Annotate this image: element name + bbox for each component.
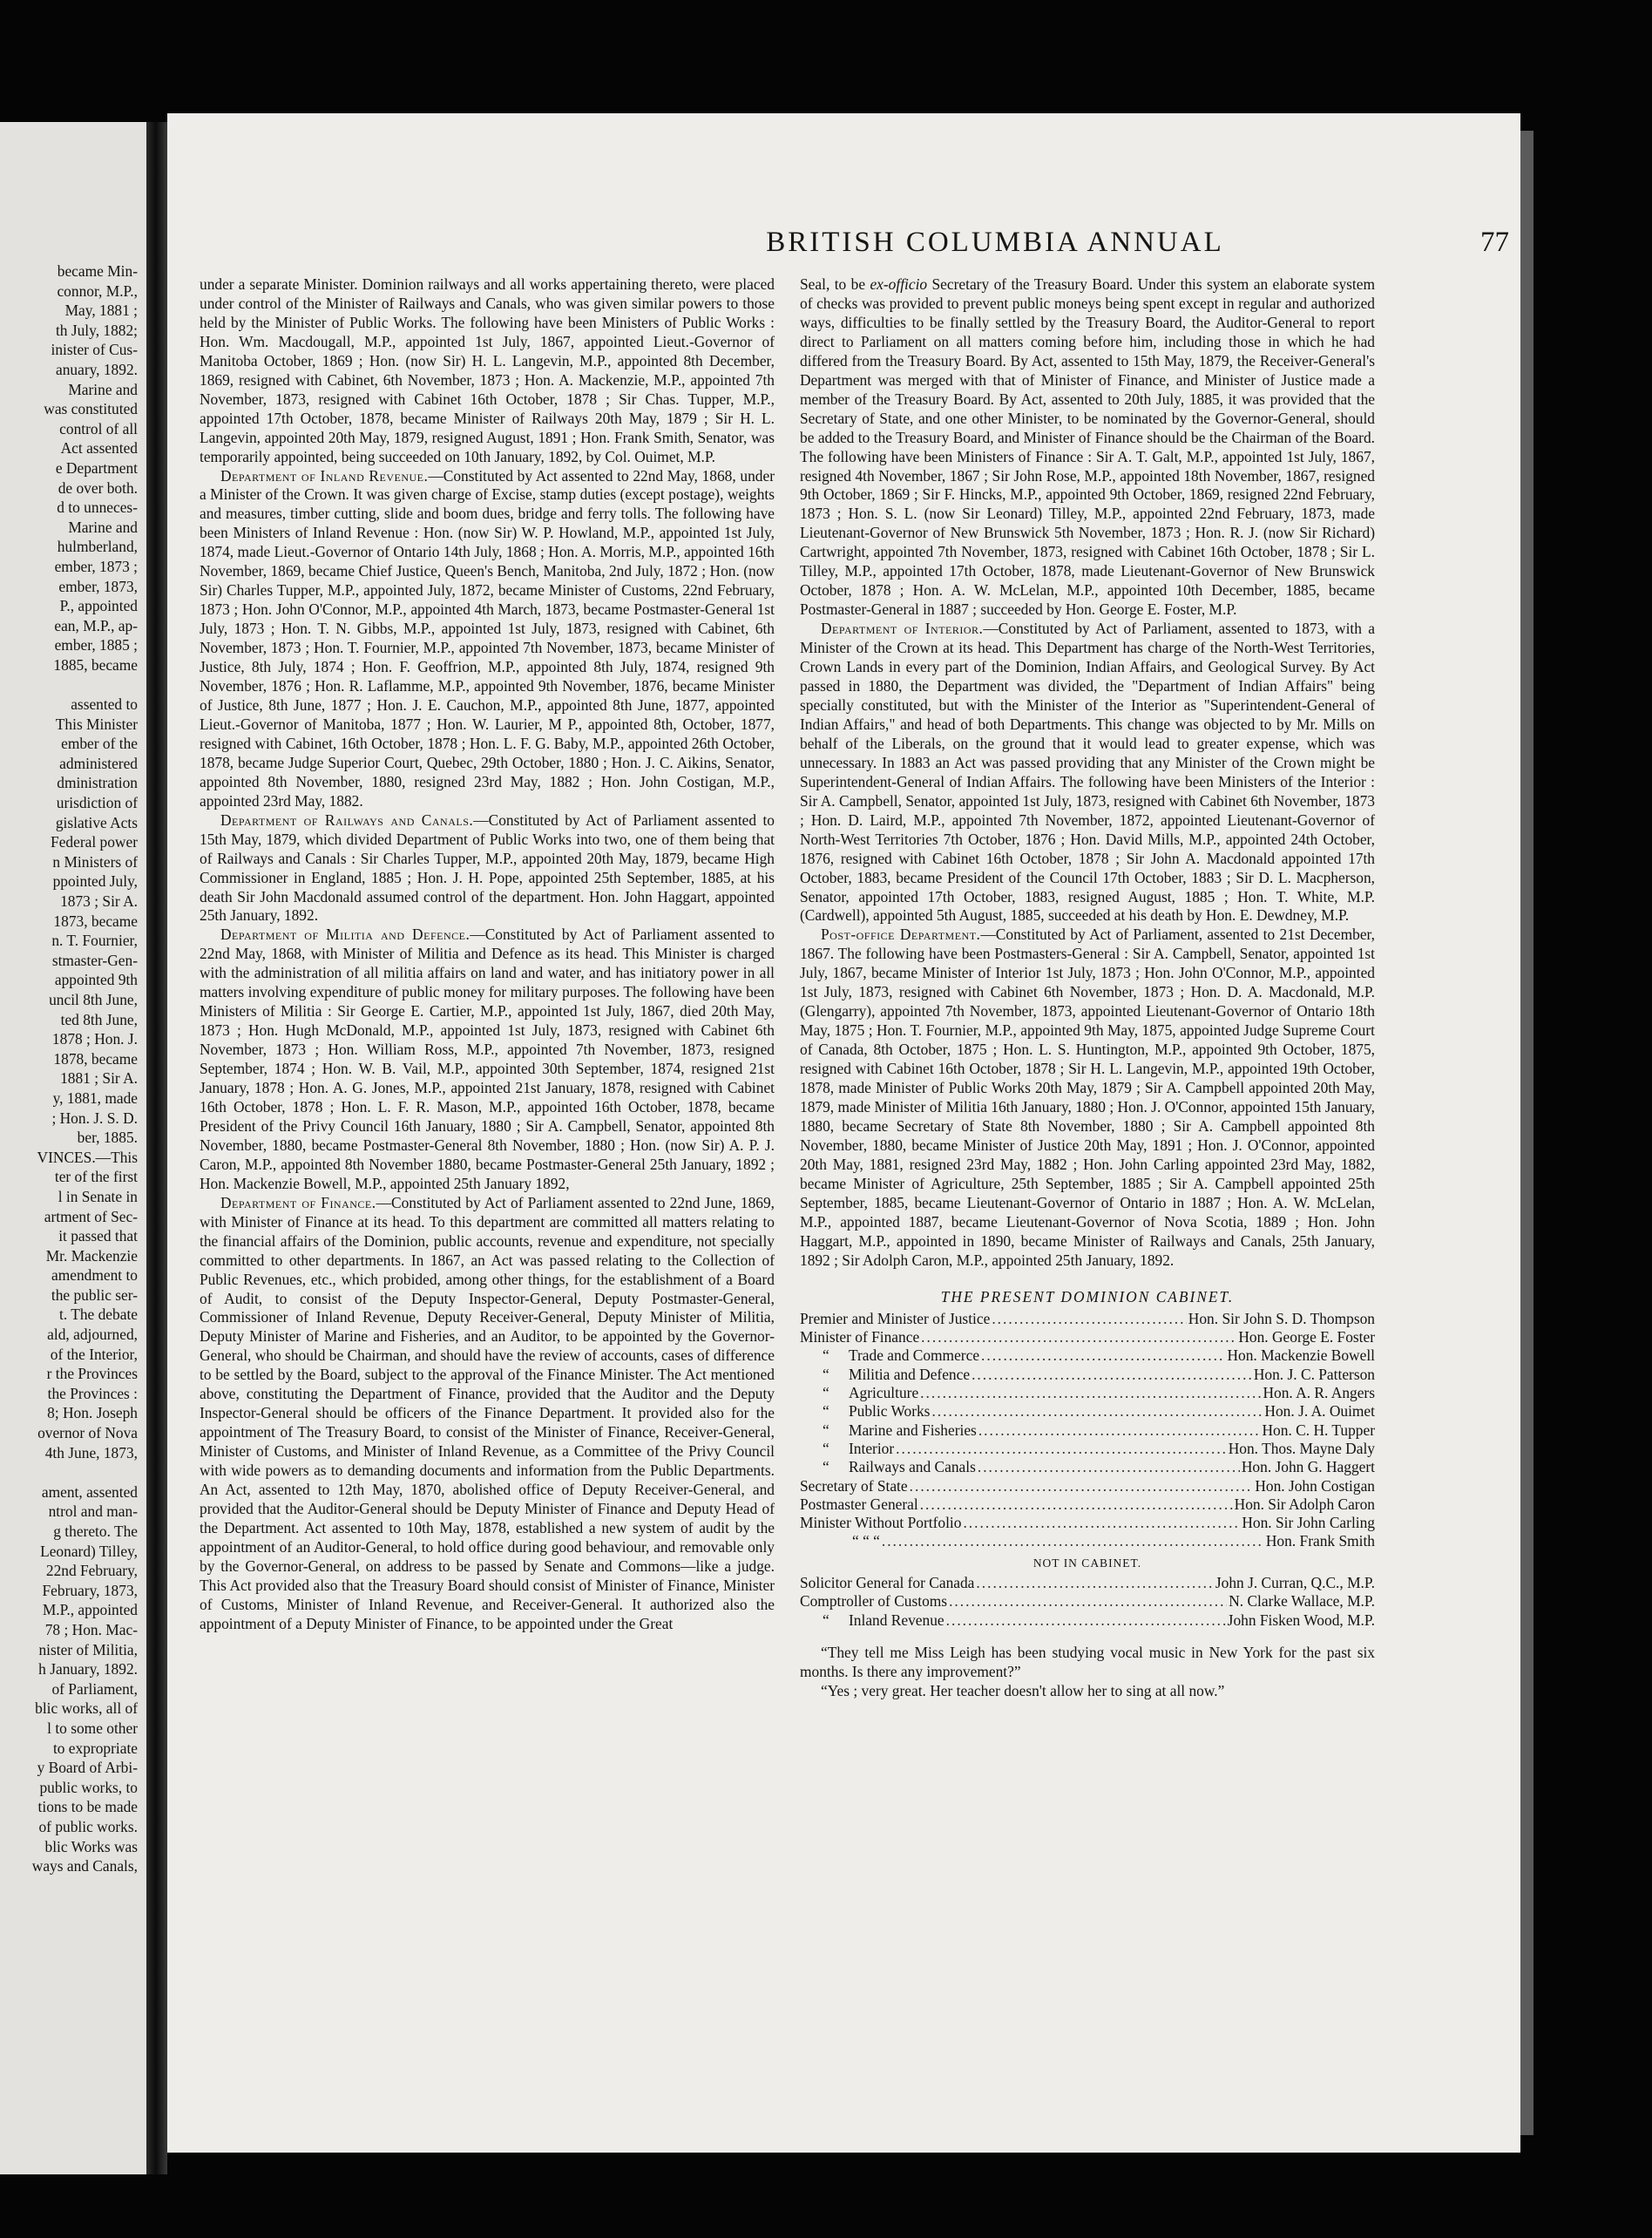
leader-dots — [992, 1310, 1186, 1328]
ditto-mark: “ — [823, 1346, 829, 1365]
facing-page-line: inister of Cus- — [51, 341, 138, 359]
facing-page-line: 78 ; Hon. Mac- — [44, 1620, 138, 1638]
not-in-cabinet-label: NOT IN CABINET. — [1032, 1556, 1142, 1570]
cabinet-row — [800, 1384, 1375, 1402]
ditto-mark: “ — [823, 1402, 829, 1421]
section-heading: Post-office Department. — [821, 926, 981, 944]
cabinet-role-text: Minister Without Portfolio — [800, 1514, 962, 1532]
cabinet-member-name: Hon. Frank Smith — [1265, 1532, 1375, 1550]
facing-page-line: ember, 1885 ; — [54, 636, 138, 654]
facing-page-line: amendment to — [51, 1266, 138, 1285]
cabinet-member-name: Hon. C. H. Tupper — [1262, 1421, 1375, 1439]
facing-page-fragment — [0, 122, 146, 2174]
facing-page-line: l in Senate in — [58, 1187, 138, 1205]
facing-page-line: r the Provinces — [46, 1365, 138, 1383]
facing-page-line: 1873 ; Sir A. — [60, 892, 138, 910]
cabinet-role — [800, 1532, 880, 1550]
cabinet-role — [800, 1421, 977, 1440]
facing-page-line: of Parliament, — [51, 1679, 138, 1698]
leader-dots — [981, 1346, 1225, 1365]
cabinet-role — [800, 1328, 919, 1346]
facing-page-line: 22nd February, — [45, 1562, 138, 1580]
facing-page-line: the public ser- — [51, 1285, 138, 1304]
facing-page-line: ways and Canals, — [31, 1857, 138, 1875]
cabinet-member-name: Hon. J. A. Ouimet — [1264, 1402, 1375, 1421]
facing-page-line: overnor of Nova — [37, 1424, 138, 1442]
facing-page-line: ; Hon. J. S. D. — [51, 1109, 138, 1127]
cabinet-role — [800, 1495, 918, 1514]
facing-page-line: ean, M.P., ap- — [54, 616, 138, 634]
paragraph-finance: Department of Finance.—Constituted by Act of Parliament assented to 22nd June, 1869, with Minister of Finance at its head. To this department are committed all matters relating to the financial affairs of the Dominion, public accounts, revenue and expenditure, not specially committed to other departments. In 1867, an Act was passed relating to the Collection of Public Revenues, etc., which probided, among other things, for the establishment of a Board of Audit, to consist of the Deputy Inspector-General, Deputy Postmaster-General, Commissioner of Inland Revenue, Deputy Receiver-General, Deputy Minister of Militia, Deputy Minister of Marine and Fisheries, and an Auditor, to be appointed by the Governor-General, who should be Chairman, and should have the review of accounts, cases of difference to be settled by the Board, subject to the approval of the Finance Minister. The Act mentioned above, constituting the Department of Finance, provided that the Auditor and the Deputy Inspector-General should be officers of the Finance Department. It provided also for the appointment of The Treasury Board, to consist of the Minister of Finance, Receiver-General, Minister of Customs, and Minister of Inland Revenue, as a Committee of the Privy Council with wide powers as to demanding documents and information from the Public Departments. An Act, assented to 12th May, 1870, abolished office of Deputy Receiver-General, and provided that the Auditor-General should be Deputy Minister of Finance and Deputy Head of the Department. Act assented to 10th May, 1878, established a new system of audit by the appointment of an Auditor-General, to hold office during good behaviour, and removable only by the Governor-General, on address to be passed by Senate and Commons—like a judge. This Act provided also that the Treasury Board should consist of Minister of Finance, Minister of Customs, Minister of Inland Revenue, and Receiver-General. It authorized also the appointment of a Deputy Minister of Finance, to be appointed under the Great — [200, 1193, 775, 1632]
facing-page-line: 1878 ; Hon. J. — [51, 1030, 138, 1048]
cabinet-role-text: “ “ “ — [852, 1532, 880, 1550]
facing-page-line: gislative Acts — [55, 813, 138, 831]
facing-page-line — [7, 1462, 138, 1482]
cabinet-role-text: Solicitor General for Canada — [800, 1574, 975, 1592]
ditto-mark: “ — [823, 1458, 829, 1476]
facing-page-line: of public works. — [38, 1817, 138, 1835]
leader-dots — [963, 1514, 1240, 1532]
page-edge — [1520, 131, 1534, 2135]
facing-page-line: blic Works was — [44, 1837, 138, 1855]
facing-page-line: This Minister — [55, 715, 138, 733]
cabinet-member-name: Hon. Sir John Carling — [1242, 1514, 1375, 1532]
paragraph-interior: Department of Interior.—Constituted by Act of Parliament, assented to 1873, with a Minister of the Crown at its head. This Department has charge of the North-West Territories, Crown Lands in every part of the Dominion, Indian Affairs, and Geological Survey. By Act passed in 1880, the Department was divided, the "Department of Indian Affairs" being specially constituted, but with the Minister of the Interior as "Superintendent-General of Indian Affairs," and head of both Departments. This change was objected to by Mr. Mills on behalf of the Liberals, on the ground that it would lead to greater expense, which was unnecessary. In 1883 an Act was passed providing that any Minister of the Crown might be Superintendent-General of Indian Affairs. The following have been Ministers of the Interior : Sir A. Campbell, Senator, appointed 1st July, 1873, resigned with Cabinet 6th November, 1873 ; Hon. D. Laird, M.P., appointed 7th November, 1872, appointed Lieutenant-Governor of North-West Territories 7th October, 1876 ; Hon. David Mills, M.P., appointed 24th October, 1876, resigned with Cabinet 16th October, 1878 ; Sir John A. Macdonald appointed 17th October, 1883, became President of the Council 17th October, 1883 ; Sir D. L. Macpherson, Senator, appointed 17th October, 1883, resigned August, 1885 ; Hon. T. White, M.P. (Cardwell), appointed 5th August, 1885, succeeded at his death by Hon. E. Dewdney, M.P. — [800, 620, 1375, 925]
cabinet-role — [800, 1366, 970, 1384]
page — [167, 113, 1520, 2153]
facing-page-line: it passed that — [58, 1227, 138, 1245]
facing-page-line: artment of Sec- — [44, 1207, 138, 1225]
facing-page-line: 4th June, 1873, — [44, 1443, 138, 1461]
paragraph-post-office: Post-office Department.—Constituted by Act of Parliament, assented to 21st December, 1867. The following have been Postmasters-General : Sir A. Campbell, Senator, appointed 1st July, 1867, became Minister of Interior 1st July, 1873 ; Hon. John O'Connor, M.P., appointed 1st July, 1873, resigned with Cabinet 6th November, 1873 ; Hon. D. A. Macdonald, M.P. (Glengarry), appointed 7th November, 1873, appointed Lieutenant-Governor of Ontario 18th May, 1875 ; Hon. T. Fournier, M.P., appointed 9th May, 1875, appointed Judge Supreme Court of Canada, 8th October, 1875 ; Hon. L. S. Huntington, M.P., appointed 9th October, 1875, resigned with Cabinet 16th October, 1878 ; Sir H. L. Langevin, M.P., appointed 19th October, 1878, made Minister of Public Works 20th May, 1879 ; Sir A. Campbell appointed 20th May, 1879, made Minister of Militia 16th January, 1880 ; Hon. J. O'Connor, appointed 15th January, 1880, became Secretary of State 8th November, 1880 ; Sir A. Campbell appointed 8th November, 1880, became Minister of Justice 20th May, 1891 ; Hon. J. O'Connor, appointed 20th May, 1881, resigned 23rd May, 1882 ; Hon. John Carling appointed 23rd May, 1882, became Minister of Agriculture, 25th September, 1885 ; Sir A. Campbell appointed 25th September, 1885, became Lieutenant-Governor of Ontario in 1887 ; Hon. A. W. McLelan, M.P., appointed 1887, became Lieutenant-Governor of Nova Scotia, 1889 ; Hon. John Haggart, M.P., appointed in 1890, became Minister of Railways and Canals, 25th January, 1892 ; Sir Adolph Caron, M.P., appointed 25th January, 1892. — [800, 926, 1375, 1269]
right-column — [800, 275, 1375, 1701]
cabinet-member-name: Hon. John G. Haggert — [1241, 1458, 1375, 1476]
cabinet-row — [800, 1346, 1375, 1365]
paragraph-treasury-board: Seal, to be ex-officio Secretary of the Treasury Board. Under this system an elaborate system of checks was provided to prevent public moneys being spent except in regular and authorized ways, difficulties to be finally settled by the Treasury Board, the Auditor-General to report direct to Parliament on all matters coming before him, including those in which he had differed from the Treasury Board. By Act, assented to 15th May, 1879, the Receiver-General's Department was merged with that of Minister of Finance, and Minister of Justice made a member of the Treasury Board. By Act, assented to 20th July, 1885, it was provided that the Secretary of State, and one other Minister, to be nominated by the Governor-General, should be added to the Treasury Board, and Minister of Finance should be the Chairman of the Board. The following have been Ministers of Finance : Sir A. T. Galt, M.P., appointed 1st July, 1867, resigned 4th November, 1867 ; Sir John Rose, M.P., appointed 18th November, 1867, resigned 9th October, 1869 ; Sir F. Hincks, M.P., appointed 9th October, 1869, resigned 22nd February, 1873 ; Hon. S. L. (now Sir Leonard) Tilley, M.P., appointed 22nd February, 1873, made Lieutenant-Governor of New Brunswick 5th November, 1873 ; Hon. R. J. (now Sir Richard) Cartwright, appointed 7th November, 1873, resigned with Cabinet 16th October, 1878 ; Sir L. Tilley, M.P., appointed 17th October, 1878, made Lieutenant-Governor of New Brunswick October, 1878 ; Hon. A. W. McLelan, M.P., appointed 10th December, 1885, became Postmaster-General in 1887 ; succeeded by Hon. George E. Foster, M.P. — [800, 275, 1375, 619]
facing-page-line: Leonard) Tilley, — [40, 1542, 138, 1560]
facing-page-text — [7, 261, 138, 1876]
cabinet-role-text: Inland Revenue — [849, 1611, 944, 1629]
leader-dots — [920, 1495, 1233, 1514]
running-head: BRITISH COLUMBIA ANNUAL — [766, 227, 1224, 258]
facing-page-line: h January, 1892. — [38, 1660, 138, 1678]
cabinet-role — [800, 1310, 990, 1328]
left-column — [200, 275, 775, 1634]
facing-page-line: uncil 8th June, — [49, 990, 138, 1008]
section-heading: Department of Railways and Canals. — [220, 810, 474, 829]
facing-page-line: assented to — [71, 695, 138, 714]
facing-page-line: 1885, became — [53, 655, 138, 674]
cabinet-member-name: N. Clarke Wallace, M.P. — [1229, 1592, 1375, 1611]
facing-page-line: th July, 1882; — [55, 321, 138, 339]
facing-page-line: was constituted — [44, 400, 138, 418]
anecdote-question: “They tell me Miss Leigh has been studying vocal music in New York for the past six months. Is there any improvement?” — [800, 1643, 1375, 1680]
cabinet-role — [800, 1402, 930, 1421]
facing-page-line: Mr. Mackenzie — [45, 1246, 138, 1265]
facing-page-line: Marine and — [68, 380, 138, 398]
ditto-mark: “ — [823, 1365, 829, 1383]
facing-page-line: ember, 1873, — [58, 577, 138, 595]
cabinet-member-name: Hon. A. R. Angers — [1263, 1384, 1375, 1402]
cabinet-row — [800, 1421, 1375, 1440]
facing-page-line: g thereto. The — [53, 1523, 138, 1540]
facing-page-line: t. The debate — [59, 1306, 138, 1324]
cabinet-role — [800, 1440, 894, 1458]
facing-page-line: ember, 1873 ; — [54, 557, 138, 575]
facing-page-line: Marine and — [68, 518, 138, 536]
facing-page-line: M.P., appointed — [42, 1601, 138, 1619]
cabinet-rows — [800, 1310, 1375, 1551]
cabinet-member-name: Hon. Mackenzie Bowell — [1227, 1346, 1375, 1365]
paragraph-railways-canals: Department of Railways and Canals.—Constituted by Act of Parliament assented to 15th May, 1879, which divided Department of Public Works into two, one of them being that of Railways and Canals : Sir Charles Tupper, M.P., appointed 20th May, 1879, became High Commissioner in England, 1885 ; Hon. J. H. Pope, appointed 25th September, 1885, at his death Sir John Macdonald assumed control of the department. Hon. John Haggart, appointed 25th January, 1892. — [200, 810, 775, 925]
cabinet-role — [800, 1574, 974, 1592]
facing-page-line: ter of the first — [54, 1168, 138, 1186]
cabinet-role-text: Secretary of State — [800, 1476, 908, 1495]
facing-page-line: Act assented — [60, 439, 138, 458]
facing-page-line: VINCES.—This — [37, 1148, 138, 1166]
cabinet-row — [800, 1366, 1375, 1384]
book-gutter — [146, 122, 167, 2174]
facing-page-line: Federal power — [51, 833, 138, 851]
cabinet-title: THE PRESENT DOMINION CABINET. — [940, 1287, 1235, 1306]
facing-page-line: P., appointed — [59, 597, 138, 615]
cabinet-row — [800, 1592, 1375, 1611]
facing-page-line: ald, adjourned, — [47, 1326, 138, 1344]
facing-page-line: the Provinces : — [47, 1384, 138, 1402]
cabinet-member-name: Hon. George E. Foster — [1238, 1328, 1375, 1346]
anecdote — [800, 1644, 1375, 1701]
facing-page-line: e Department — [55, 458, 138, 477]
cabinet-role — [800, 1477, 908, 1495]
facing-page-line: May, 1881 ; — [64, 302, 138, 320]
section-heading: Department of Militia and Defence. — [220, 926, 471, 944]
facing-page-line: of the Interior, — [50, 1345, 138, 1363]
leader-dots — [978, 1458, 1240, 1476]
section-heading: Department of Inland Revenue. — [220, 466, 429, 485]
cabinet-role-text: Interior — [849, 1439, 895, 1457]
cabinet-member-name: Hon. Thos. Mayne Daly — [1228, 1439, 1375, 1457]
facing-page-line: n. T. Fournier, — [51, 932, 138, 950]
cabinet-role — [800, 1514, 961, 1532]
cabinet-member-name: Hon. John Costigan — [1255, 1476, 1375, 1495]
ditto-mark: “ — [823, 1439, 829, 1457]
ditto-mark: “ — [823, 1611, 829, 1629]
facing-page-line: n Ministers of — [52, 852, 138, 871]
cabinet-row — [800, 1514, 1375, 1532]
other-officers-rows — [800, 1574, 1375, 1630]
cabinet-role — [800, 1611, 944, 1630]
cabinet-member-name: Hon. Sir Adolph Caron — [1234, 1495, 1375, 1513]
facing-page-line: tions to be made — [37, 1798, 138, 1816]
cabinet-role-text: Railways and Canals — [849, 1458, 976, 1476]
cabinet-member-name: Hon. Sir John S. D. Thompson — [1188, 1309, 1375, 1327]
leader-dots — [946, 1611, 1226, 1630]
facing-page-line: ember of the — [61, 735, 138, 753]
facing-page-line: nister of Militia, — [38, 1640, 138, 1658]
leader-dots — [882, 1532, 1264, 1550]
cabinet-role-text: Trade and Commerce — [849, 1346, 980, 1365]
facing-page-line — [7, 675, 138, 695]
leader-dots — [978, 1421, 1261, 1440]
facing-page-line: dministration — [57, 774, 138, 792]
cabinet-role-text: Marine and Fisheries — [849, 1421, 977, 1439]
cabinet-member-name: John J. Curran, Q.C., M.P. — [1215, 1574, 1375, 1592]
paragraph-militia-defence: Department of Militia and Defence.—Constituted by Act of Parliament assented to 22nd May, 1868, with Minister of Militia and Defence as its head. This Minister is charged with the administration of all militia affairs on land and water, and has initiatory power in all matters involving expenditure of public money for military purposes. The following have been Ministers of Militia : Sir George E. Cartier, M.P., appointed 1st July, 1867, died 20th May, 1873 ; Hon. Hugh McDonald, M.P., appointed 1st July, 1873, resigned with Cabinet 6th November, 1873 ; Hon. William Ross, M.P., appointed 7th November, 1873, resigned September, 1874 ; Hon. W. B. Vail, M.P., appointed 30th September, 1874, resigned 21st January, 1878 ; Hon. A. G. Jones, M.P., appointed 21st January, 1878, resigned with Cabinet 16th October, 1878 ; Hon. L. F. R. Mason, M.P., appointed 16th October, 1878, became President of the Privy Council 16th January, 1880 ; Sir A. Campbell, Senator, appointed 8th November, 1880, became Postmaster-General 8th November, 1880 ; Hon. (now Sir) A. P. J. Caron, M.P., appointed 8th November 1880, became Postmaster-General 25th January, 1892 ; Hon. Mackenzie Bowell, M.P., appointed 25th January 1892, — [200, 926, 775, 1192]
facing-page-line: 1873, became — [53, 912, 138, 930]
facing-page-line: appointed 9th — [54, 971, 138, 989]
cabinet-row — [800, 1611, 1375, 1630]
anecdote-answer: “Yes ; very great. Her teacher doesn't allow her to sing at all now.” — [821, 1681, 1225, 1699]
leader-dots — [896, 1440, 1227, 1458]
facing-page-line: February, 1873, — [42, 1581, 138, 1599]
cabinet-role-text: Comptroller of Customs — [800, 1592, 948, 1611]
facing-page-line: ppointed July, — [52, 872, 138, 891]
cabinet-role-text: Public Works — [849, 1402, 931, 1421]
facing-page-line: ted 8th June, — [60, 1010, 138, 1028]
paragraph-public-works: under a separate Minister. Dominion railways and all works appertaining thereto, were placed under control of the Minister of Railways and Canals, who was given similar powers to those held by the Minister of Public Works. The following have been Ministers of Public Works : Hon. Wm. Macdougall, M.P., appointed 1st July, 1867, appointed Lieut.-Governor of Manitoba October, 1869 ; Hon. (now Sir) H. L. Langevin, M.P., appointed 8th December, 1869, resigned with Cabinet, 6th November, 1873 ; Hon. A. Mackenzie, M.P., appointed 7th November, 1873, resigned with Cabinet 16th October, 1878 ; Sir Chas. Tupper, M.P., appointed 17th October, 1878, became Minister of Railways 20th May, 1879 ; Sir H. L. Langevin, appointed 20th May, 1879, resigned August, 1891 ; Hon. Frank Smith, Senator, was temporarily appointed, being succeeded on 10th January, 1892, by Col. Ouimet, M.P. — [200, 275, 775, 465]
cabinet-role-text: Agriculture — [849, 1384, 919, 1402]
facing-page-line: 8; Hon. Joseph — [47, 1404, 138, 1422]
leader-dots — [949, 1592, 1227, 1611]
facing-page-line: stmaster-Gen- — [51, 951, 138, 969]
cabinet-member-name: John Fisken Wood, M.P. — [1227, 1611, 1375, 1629]
cabinet-role-text: Premier and Minister of Justice — [800, 1309, 991, 1327]
facing-page-line: control of all — [59, 419, 138, 437]
leader-dots — [976, 1574, 1213, 1592]
cabinet-role — [800, 1458, 976, 1476]
section-heading: Department of Finance. — [220, 1193, 376, 1211]
facing-page-line: administered — [59, 754, 138, 772]
cabinet-role-text: Minister of Finance — [800, 1328, 920, 1346]
page-number: 77 — [1480, 227, 1509, 258]
facing-page-line: blic works, all of — [35, 1699, 138, 1718]
cabinet-role — [800, 1346, 979, 1365]
cabinet-row — [800, 1477, 1375, 1495]
section-heading: Department of Interior. — [821, 620, 984, 638]
cabinet-row — [800, 1458, 1375, 1476]
cabinet-member-name: Hon. J. C. Patterson — [1253, 1365, 1375, 1383]
facing-page-line: to expropriate — [52, 1739, 138, 1757]
facing-page-line: connor, M.P., — [57, 281, 138, 300]
leader-dots — [920, 1384, 1261, 1402]
leader-dots — [921, 1328, 1236, 1346]
leader-dots — [972, 1366, 1252, 1384]
leader-dots — [910, 1477, 1254, 1495]
leader-dots — [931, 1402, 1263, 1421]
facing-page-line: 1878, became — [53, 1049, 138, 1068]
facing-page-line: urisdiction of — [56, 794, 138, 812]
facing-page-line: public works, to — [39, 1778, 138, 1796]
facing-page-line: hulmberland, — [57, 538, 138, 556]
facing-page-line: y Board of Arbi- — [37, 1759, 138, 1777]
facing-page-line: ament, assented — [41, 1482, 138, 1501]
cabinet-role — [800, 1592, 947, 1611]
facing-page-line: de over both. — [58, 478, 138, 497]
cabinet-row — [800, 1328, 1375, 1346]
cabinet-list — [800, 1288, 1375, 1630]
ditto-mark: “ — [823, 1384, 829, 1402]
facing-page-line: ber, 1885. — [77, 1129, 138, 1147]
facing-page-line: d to unneces- — [57, 498, 138, 517]
cabinet-role — [800, 1384, 918, 1402]
cabinet-role-text: Postmaster General — [800, 1495, 918, 1513]
cabinet-row — [800, 1310, 1375, 1328]
facing-page-line: y, 1881, made — [52, 1088, 138, 1107]
facing-page-line: ntrol and man- — [48, 1502, 138, 1521]
cabinet-row — [800, 1440, 1375, 1458]
ditto-mark: “ — [823, 1421, 829, 1439]
facing-page-line: became Min- — [57, 262, 138, 280]
cabinet-row — [800, 1574, 1375, 1592]
facing-page-line: anuary, 1892. — [55, 360, 138, 378]
paragraph-inland-revenue: Department of Inland Revenue.—Constituted by Act assented to 22nd May, 1868, under a Minister of the Crown. It was given charge of Excise, stamp duties (except postage), weights and measures, timber cutting, slide and boom dues, bridge and ferry tolls. The following have been Ministers of Inland Revenue : Hon. (now Sir) W. P. Howland, M.P., appointed 1st July, 1874, made Lieut.-Governor of Ontario 14th July, 1868 ; Hon. A. Morris, M.P., appointed 16th November, 1869, became Chief Justice, Queen's Bench, Manitoba, 2nd July, 1872 ; Hon. (now Sir) Charles Tupper, M.P., appointed July, 1872, became Minister of Customs, 22nd February, 1873 ; Hon. John O'Connor, M.P., appointed 4th March, 1873, became Postmaster-General 1st July, 1873 ; Hon. T. N. Gibbs, M.P., appointed 1st July, 1873, resigned with Cabinet, 6th November, 1873 ; Hon. T. Fournier, M.P., appointed 7th November, 1873, became Minister of Justice, 8th July, 1874 ; Hon. F. Geoffrion, M.P., appointed 8th July, 1874, resigned 9th November, 1876 ; Hon. R. Laflamme, M.P., appointed 9th November, 1876, became Minister of Justice, 8th June, 1877 ; Hon. J. E. Cauchon, M.P., appointed 8th June, 1877, appointed Lieut.-Governor of Manitoba, 1877 ; Hon. W. Laurier, M P., appointed 8th, October, 1877, resigned with Cabinet, 16th October, 1878 ; Hon. L. F. G. Baby, M.P., appointed 26th October, 1878, became Judge Superior Court, Quebec, 29th October, 1880 ; Hon. J. C. Aikins, Senator, appointed 8th November, 1880, resigned 23rd May, 1882 ; Hon. John Costigan, M.P., appointed 23rd May, 1882. — [200, 466, 775, 810]
cabinet-row — [800, 1495, 1375, 1514]
facing-page-line: 1881 ; Sir A. — [60, 1069, 138, 1088]
cabinet-row — [800, 1532, 1375, 1550]
facing-page-line: l to some other — [47, 1719, 138, 1737]
cabinet-role-text: Militia and Defence — [849, 1365, 971, 1383]
cabinet-row — [800, 1402, 1375, 1421]
